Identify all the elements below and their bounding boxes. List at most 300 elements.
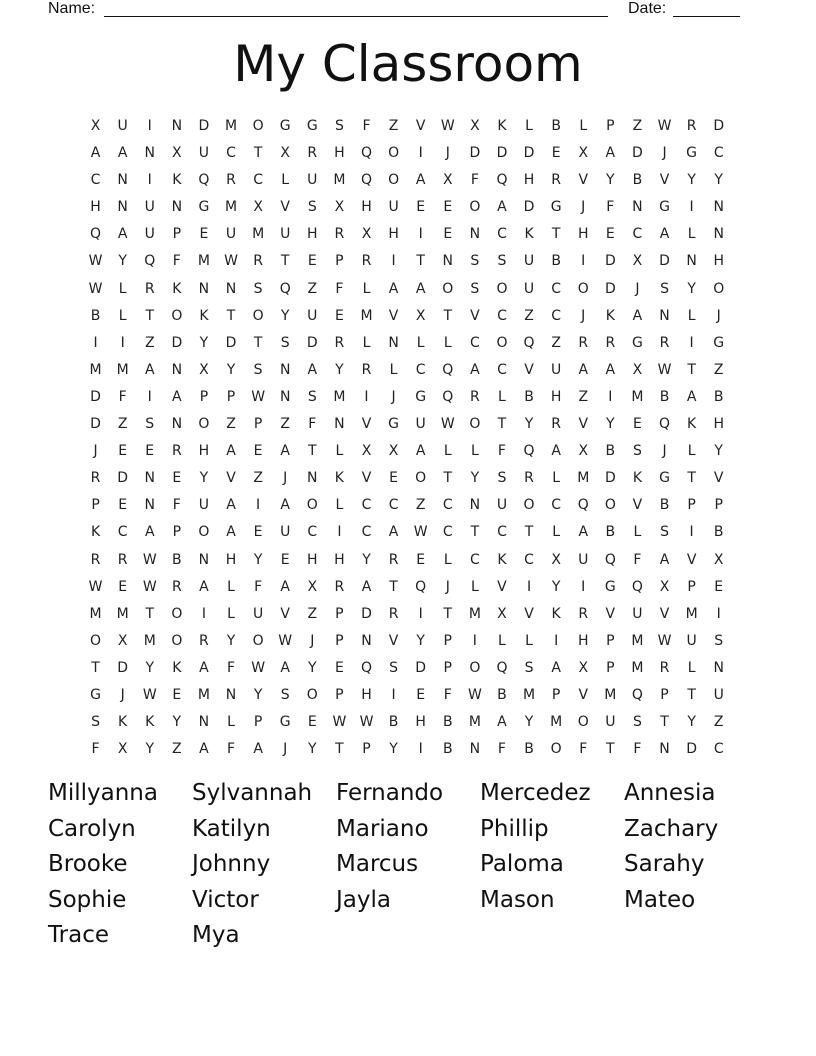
grid-letter: K [632, 470, 643, 487]
grid-letter: A [578, 361, 589, 378]
grid-letter: X [442, 172, 453, 189]
grid-letter: Q [415, 578, 427, 595]
grid-letter: D [604, 470, 616, 487]
grid-letter: A [280, 497, 290, 514]
grid-letter: T [280, 253, 290, 270]
grid-letter: U [713, 686, 724, 703]
grid-letter: E [280, 551, 290, 568]
grid-letter: L [579, 118, 588, 134]
grid-letter: I [201, 605, 206, 622]
grid-letter: I [364, 388, 369, 405]
grid-letter: K [334, 470, 344, 487]
date-field[interactable] [673, 16, 740, 17]
grid-letter: N [442, 253, 453, 270]
grid-letter: X [470, 118, 480, 134]
grid-letter: S [497, 470, 507, 487]
grid-letter: U [415, 416, 426, 433]
grid-letter: G [306, 118, 318, 134]
name-field[interactable] [104, 16, 608, 17]
grid-letter: N [144, 497, 155, 514]
grid-letter: H [307, 226, 318, 243]
grid-letter: Z [117, 416, 128, 433]
grid-letter: R [388, 551, 399, 568]
grid-letter: N [279, 361, 291, 378]
grid-letter: D [632, 145, 643, 162]
word-list-item: Katilyn [192, 815, 271, 842]
grid-letter: L [281, 172, 290, 189]
grid-letter: I [581, 578, 586, 595]
grid-letter: Q [442, 361, 454, 378]
grid-letter: W [657, 361, 672, 378]
grid-letter: L [227, 605, 235, 622]
grid-letter: S [524, 659, 534, 676]
grid-letter: A [199, 659, 209, 676]
grid-letter: D [117, 659, 129, 676]
grid-letter: C [497, 307, 507, 324]
grid-row [82, 709, 742, 736]
grid-row [82, 384, 742, 411]
grid-letter: S [470, 280, 480, 297]
grid-letter: C [524, 551, 534, 568]
grid-letter: B [713, 524, 724, 541]
grid-letter: E [334, 659, 344, 676]
grid-letter: B [659, 388, 670, 405]
grid-letter: A [253, 741, 263, 758]
grid-letter: L [335, 497, 344, 514]
grid-row [82, 682, 742, 709]
grid-letter: E [307, 253, 317, 270]
grid-letter: D [117, 470, 129, 487]
grid-letter: I [391, 686, 396, 703]
grid-letter: N [117, 199, 128, 216]
grid-letter: L [362, 334, 371, 351]
grid-letter: K [145, 714, 155, 731]
grid-letter: D [496, 145, 508, 162]
grid-letter: B [551, 253, 561, 270]
grid-letter: O [252, 307, 264, 324]
grid-letter: I [689, 334, 694, 351]
grid-letter: Q [604, 551, 616, 568]
word-list-item: Sarahy [624, 851, 705, 877]
grid-letter: G [388, 416, 399, 433]
grid-letter: Z [307, 605, 318, 622]
grid-letter: A [144, 524, 155, 541]
grid-letter: R [659, 659, 670, 676]
grid-letter: N [171, 118, 183, 134]
grid-letter: N [198, 714, 210, 731]
grid-letter: N [361, 632, 372, 649]
grid-letter: U [280, 226, 291, 243]
grid-letter: D [604, 253, 616, 270]
grid-letter: Q [631, 578, 643, 595]
grid-letter: E [118, 578, 128, 595]
grid-letter: W [440, 416, 455, 433]
grid-letter: Y [199, 334, 209, 351]
grid-letter: C [497, 524, 507, 541]
grid-letter: S [307, 199, 317, 216]
grid-letter: K [524, 226, 534, 243]
grid-letter: D [713, 118, 725, 134]
grid-letter: A [605, 361, 616, 378]
grid-letter: C [226, 145, 236, 162]
grid-row [82, 601, 742, 628]
grid-letter: W [332, 714, 347, 731]
grid-letter: L [118, 307, 127, 324]
word-list-item: Phillip [480, 815, 549, 842]
grid-letter: Q [577, 497, 589, 514]
grid-letter: X [713, 551, 724, 568]
grid-letter: C [497, 361, 507, 378]
grid-letter: O [306, 497, 318, 514]
grid-letter: F [172, 497, 181, 514]
word-list-item: Victor [192, 886, 259, 913]
grid-letter: L [552, 470, 561, 487]
grid-letter: Y [253, 686, 263, 703]
grid-letter: N [713, 226, 724, 243]
grid-letter: V [605, 605, 616, 622]
word-list-item: Mariano [336, 815, 429, 842]
grid-letter: Y [362, 551, 371, 568]
grid-letter: R [171, 443, 182, 460]
grid-letter: M [116, 605, 129, 622]
grid-letter: M [604, 686, 617, 703]
grid-letter: T [389, 578, 398, 595]
grid-row [82, 736, 742, 763]
grid-letter: Z [172, 741, 182, 758]
grid-letter: W [657, 632, 672, 649]
grid-letter: L [416, 334, 425, 351]
grid-letter: I [147, 172, 152, 189]
grid-letter: J [581, 307, 586, 324]
grid-letter: S [334, 118, 344, 134]
grid-letter: A [307, 361, 318, 378]
grid-letter: M [197, 253, 210, 270]
grid-letter: U [551, 361, 562, 378]
grid-letter: U [307, 307, 318, 324]
grid-letter: N [713, 199, 724, 216]
grid-letter: E [172, 470, 182, 487]
grid-letter: A [226, 443, 236, 460]
grid-letter: Q [360, 659, 372, 676]
grid-letter: D [90, 388, 101, 405]
grid-letter: Q [496, 659, 508, 676]
grid-letter: N [469, 226, 481, 243]
grid-letter: M [468, 714, 481, 731]
grid-letter: Y [551, 578, 561, 595]
grid-letter: A [551, 659, 561, 676]
grid-letter: O [171, 632, 183, 649]
grid-letter: R [334, 334, 345, 351]
grid-letter: T [253, 145, 263, 162]
word-list-item: Marcus [336, 851, 419, 877]
grid-letter: A [280, 659, 290, 676]
grid-letter: V [686, 551, 697, 568]
grid-letter: J [716, 307, 721, 324]
word-list-item: Mason [480, 886, 555, 913]
grid-letter: J [635, 280, 640, 297]
grid-letter: R [361, 253, 372, 270]
grid-letter: P [443, 632, 452, 649]
grid-row [82, 519, 742, 546]
grid-letter: W [413, 524, 428, 541]
grid-letter: Y [389, 741, 398, 758]
grid-letter: O [198, 524, 210, 541]
grid-letter: Z [578, 388, 589, 405]
grid-letter: R [334, 578, 345, 595]
grid-letter: L [443, 551, 452, 568]
grid-letter: D [659, 253, 670, 270]
grid-letter: A [659, 551, 670, 568]
letter-grid [82, 113, 742, 763]
grid-letter: P [714, 497, 723, 514]
grid-letter: B [90, 307, 101, 324]
grid-letter: A [361, 578, 372, 595]
grid-letter: B [605, 443, 616, 460]
grid-letter: Y [524, 714, 534, 731]
grid-letter: Y [416, 632, 425, 649]
grid-letter: N [307, 470, 318, 487]
grid-letter: O [90, 632, 102, 649]
grid-letter: J [283, 741, 288, 758]
grid-letter: C [90, 172, 101, 189]
grid-letter: Z [415, 497, 426, 514]
grid-letter: P [606, 118, 615, 134]
grid-letter: H [415, 714, 426, 731]
grid-letter: U [225, 226, 237, 243]
grid-letter: H [90, 199, 101, 216]
grid-letter: C [469, 551, 480, 568]
grid-letter: L [443, 334, 452, 351]
grid-letter: T [551, 226, 561, 243]
grid-letter: X [117, 632, 128, 649]
grid-letter: P [660, 686, 669, 703]
grid-letter: X [497, 605, 507, 622]
grid-letter: U [117, 118, 128, 134]
grid-letter: A [551, 443, 561, 460]
grid-letter: H [225, 551, 237, 568]
grid-letter: I [93, 334, 98, 351]
grid-letter: K [172, 280, 182, 297]
grid-row [82, 140, 742, 167]
grid-letter: K [687, 416, 697, 433]
grid-letter: S [307, 388, 317, 405]
grid-letter: M [252, 226, 265, 243]
grid-letter: Q [523, 443, 535, 460]
grid-letter: L [470, 578, 479, 595]
grid-row [82, 357, 742, 384]
grid-letter: C [713, 145, 724, 162]
grid-letter: O [577, 280, 589, 297]
grid-letter: M [577, 470, 590, 487]
grid-letter: D [171, 334, 183, 351]
grid-letter: I [418, 226, 423, 243]
grid-letter: P [91, 497, 100, 514]
grid-letter: S [470, 253, 480, 270]
grid-letter: L [552, 524, 561, 541]
grid-letter: H [550, 388, 562, 405]
grid-letter: G [604, 578, 616, 595]
grid-letter: D [361, 605, 372, 622]
grid-letter: O [442, 280, 454, 297]
grid-letter: V [388, 307, 399, 324]
grid-letter: W [467, 686, 482, 703]
grid-letter: V [361, 416, 372, 433]
grid-letter: J [120, 686, 125, 703]
grid-letter: E [118, 443, 128, 460]
grid-letter: Y [308, 659, 317, 676]
grid-letter: U [144, 226, 155, 243]
grid-letter: M [333, 388, 346, 405]
grid-letter: I [147, 118, 152, 134]
grid-letter: P [335, 632, 344, 649]
grid-letter: U [198, 497, 210, 514]
grid-letter: J [581, 199, 586, 216]
grid-letter: S [389, 659, 399, 676]
word-list-item: Johnny [192, 851, 271, 877]
grid-letter: R [524, 470, 534, 487]
grid-letter: M [523, 686, 536, 703]
grid-letter: C [442, 497, 453, 514]
grid-letter: X [334, 199, 345, 216]
grid-letter: G [659, 470, 670, 487]
grid-letter: K [118, 714, 128, 731]
grid-letter: O [252, 118, 264, 134]
grid-letter: I [256, 497, 261, 514]
grid-letter: Z [713, 361, 724, 378]
grid-letter: P [362, 741, 371, 758]
grid-letter: F [226, 741, 236, 758]
grid-letter: B [524, 741, 534, 758]
grid-letter: H [577, 226, 589, 243]
grid-letter: Z [307, 280, 318, 297]
grid-letter: L [362, 280, 371, 297]
grid-letter: A [90, 145, 101, 162]
grid-row [82, 167, 742, 194]
grid-letter: E [389, 470, 398, 487]
grid-letter: D [604, 280, 616, 297]
word-list-item: Trace [48, 922, 110, 948]
grid-letter: Y [714, 443, 723, 460]
grid-letter: F [497, 443, 506, 460]
grid-letter: J [445, 145, 450, 162]
grid-letter: D [415, 659, 427, 676]
grid-letter: R [605, 334, 616, 351]
grid-letter: T [470, 524, 480, 541]
grid-letter: O [469, 199, 481, 216]
grid-letter: P [253, 714, 263, 731]
grid-letter: R [171, 578, 182, 595]
grid-letter: H [577, 632, 589, 649]
grid-letter: N [713, 659, 724, 676]
grid-letter: E [443, 199, 453, 216]
grid-letter: X [632, 253, 643, 270]
grid-letter: S [632, 714, 642, 731]
grid-letter: S [253, 280, 263, 297]
grid-letter: C [388, 497, 399, 514]
grid-letter: T [443, 605, 453, 622]
grid-letter: W [142, 551, 157, 568]
grid-letter: P [335, 686, 344, 703]
grid-letter: R [90, 551, 101, 568]
grid-letter: M [631, 659, 644, 676]
grid-letter: C [361, 524, 372, 541]
grid-letter: L [443, 443, 452, 460]
grid-letter: F [470, 172, 479, 189]
date-label: Date: [628, 0, 667, 17]
grid-letter: V [226, 470, 236, 487]
grid-letter: S [660, 280, 669, 297]
grid-letter: L [335, 443, 344, 460]
grid-letter: T [606, 741, 615, 758]
grid-letter: A [659, 226, 670, 243]
word-list-item: Carolyn [48, 815, 136, 842]
grid-letter: K [90, 524, 101, 541]
grid-letter: C [551, 307, 562, 324]
grid-letter: O [252, 632, 264, 649]
grid-letter: T [687, 686, 696, 703]
grid-letter: F [497, 741, 506, 758]
grid-letter: W [278, 632, 293, 649]
grid-letter: E [632, 416, 642, 433]
grid-letter: R [686, 118, 697, 134]
grid-row [82, 492, 742, 519]
grid-letter: P [606, 632, 615, 649]
grid-letter: G [713, 334, 725, 351]
grid-letter: R [659, 334, 670, 351]
grid-letter: C [551, 280, 562, 297]
grid-letter: I [337, 524, 342, 541]
grid-letter: X [361, 443, 372, 460]
grid-letter: U [388, 199, 399, 216]
grid-letter: G [659, 199, 670, 216]
grid-letter: H [523, 172, 535, 189]
grid-letter: W [88, 253, 103, 270]
grid-letter: P [606, 659, 615, 676]
grid-letter: V [280, 199, 290, 216]
grid-letter: F [172, 253, 181, 270]
grid-letter: M [631, 388, 644, 405]
word-list-item: Mya [192, 922, 240, 948]
grid-letter: H [713, 416, 724, 433]
grid-row [82, 303, 742, 330]
grid-letter: O [713, 280, 725, 297]
grid-letter: N [171, 199, 183, 216]
grid-letter: A [199, 741, 209, 758]
grid-letter: S [632, 443, 642, 460]
grid-row [82, 655, 742, 682]
grid-letter: C [253, 172, 263, 189]
grid-letter: R [253, 253, 263, 270]
grid-letter: T [416, 253, 425, 270]
grid-letter: W [142, 686, 157, 703]
grid-letter: Y [524, 416, 534, 433]
grid-letter: A [172, 388, 182, 405]
grid-letter: C [307, 524, 318, 541]
grid-row [82, 574, 742, 601]
grid-letter: E [253, 524, 263, 541]
grid-letter: H [334, 551, 345, 568]
grid-letter: V [497, 578, 507, 595]
grid-letter: E [416, 686, 426, 703]
grid-letter: T [660, 714, 669, 731]
grid-letter: I [716, 605, 721, 622]
grid-letter: U [252, 605, 264, 622]
grid-letter: X [578, 145, 589, 162]
grid-letter: W [359, 714, 374, 731]
grid-letter: F [335, 280, 344, 297]
grid-letter: P [226, 388, 236, 405]
grid-letter: C [415, 361, 426, 378]
